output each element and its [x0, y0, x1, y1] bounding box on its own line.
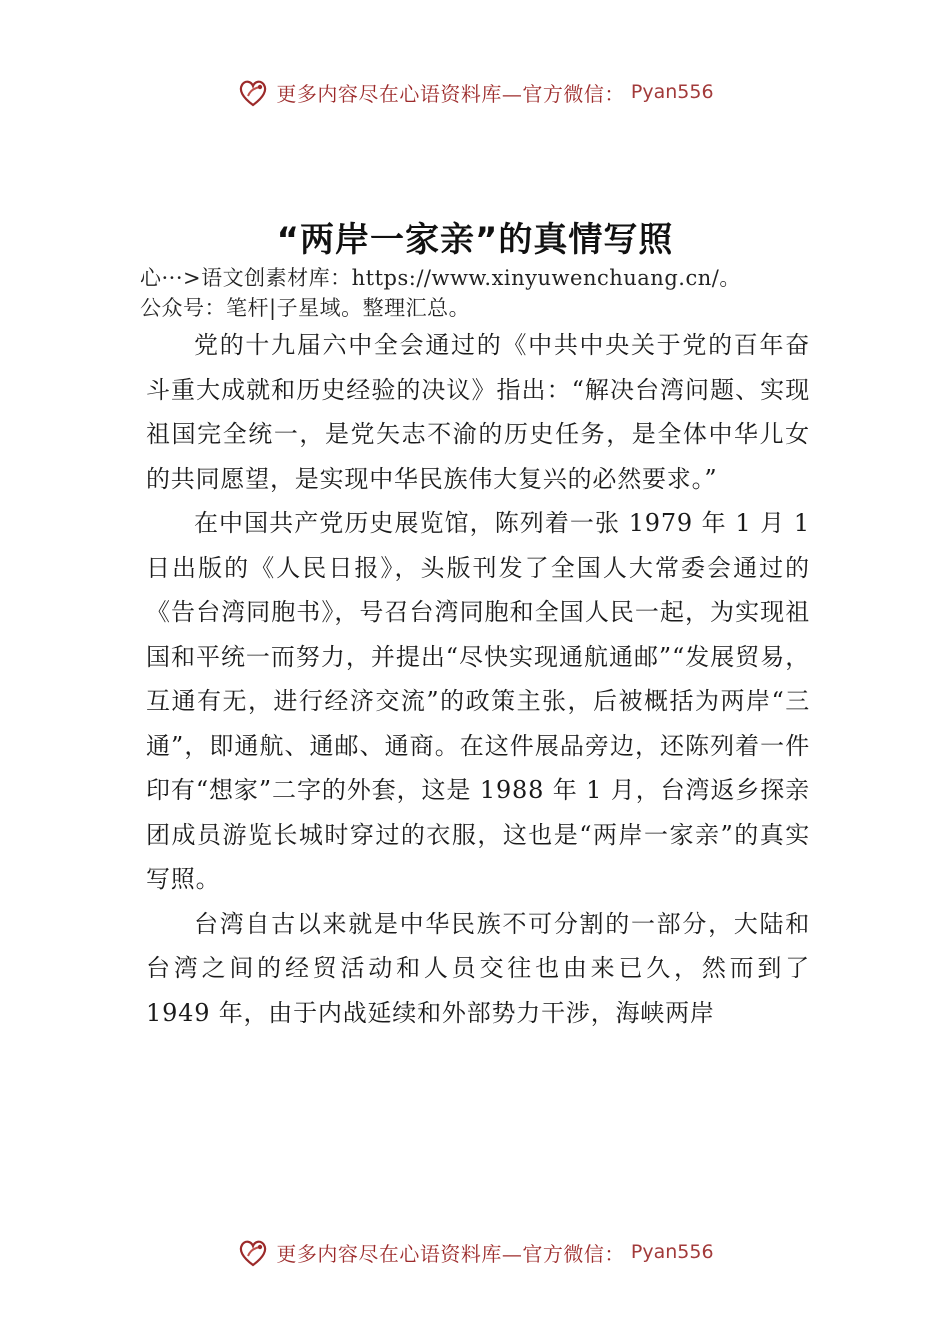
paragraph-2: 在中国共产党历史展览馆，陈列着一张 1979 年 1 月 1 日出版的《人民日报》，头版刊发了全国人大常委会通过的《告台湾同胞书》，号召台湾同胞和全国人民一起，为实现祖国和平统一而努力，并提出“尽快实现通航通邮”“发展贸易，互通有无，进行经济交流”的政策主张，后被概括为两岸“三通”，即通航、通邮、通商。在这件展品旁边，还陈列着一件印有“想家”二字的外套，这是 1988 年 1 月，台湾返乡探亲团成员游览长城时穿过的衣服，这也是“两岸一家亲”的真实写照。: [146, 509, 810, 893]
banner-text: 更多内容尽在心语资料库—官方微信：: [276, 1241, 625, 1266]
heart-flame-logo-icon: [236, 75, 270, 109]
banner-text: 更多内容尽在心语资料库—官方微信：: [276, 81, 625, 106]
banner-wechat-id: Pyan556: [630, 81, 714, 103]
document-title: “两岸一家亲”的真情写照: [276, 220, 674, 260]
source-line-website: 心···>语文创素材库：https://www.xinyuwenchuang.cn/。: [140, 266, 741, 290]
paragraph-1: 党的十九届六中全会通过的《中共中央关于党的百年奋斗重大成就和历史经验的决议》指出：“解决台湾问题、实现祖国完全统一，是党矢志不渝的历史任务，是全体中华儿女的共同愿望，是实现中华民族伟大复兴的必然要求。”: [146, 331, 810, 493]
paragraph-3: 台湾自古以来就是中华民族不可分割的一部分，大陆和台湾之间的经贸活动和人员交往也由来已久，然而到了 1949 年，由于内战延续和外部势力干涉，海峡两岸: [146, 909, 810, 1027]
heart-flame-logo-icon: [236, 1235, 270, 1269]
banner-wechat-id: Pyan556: [630, 1241, 714, 1263]
document-body: [146, 323, 810, 1035]
source-line-account: 公众号：笔杆|子星域。整理汇总。: [140, 296, 471, 320]
footer-banner: [0, 1232, 950, 1272]
source-notice: [140, 263, 830, 323]
header-banner: [0, 72, 950, 112]
